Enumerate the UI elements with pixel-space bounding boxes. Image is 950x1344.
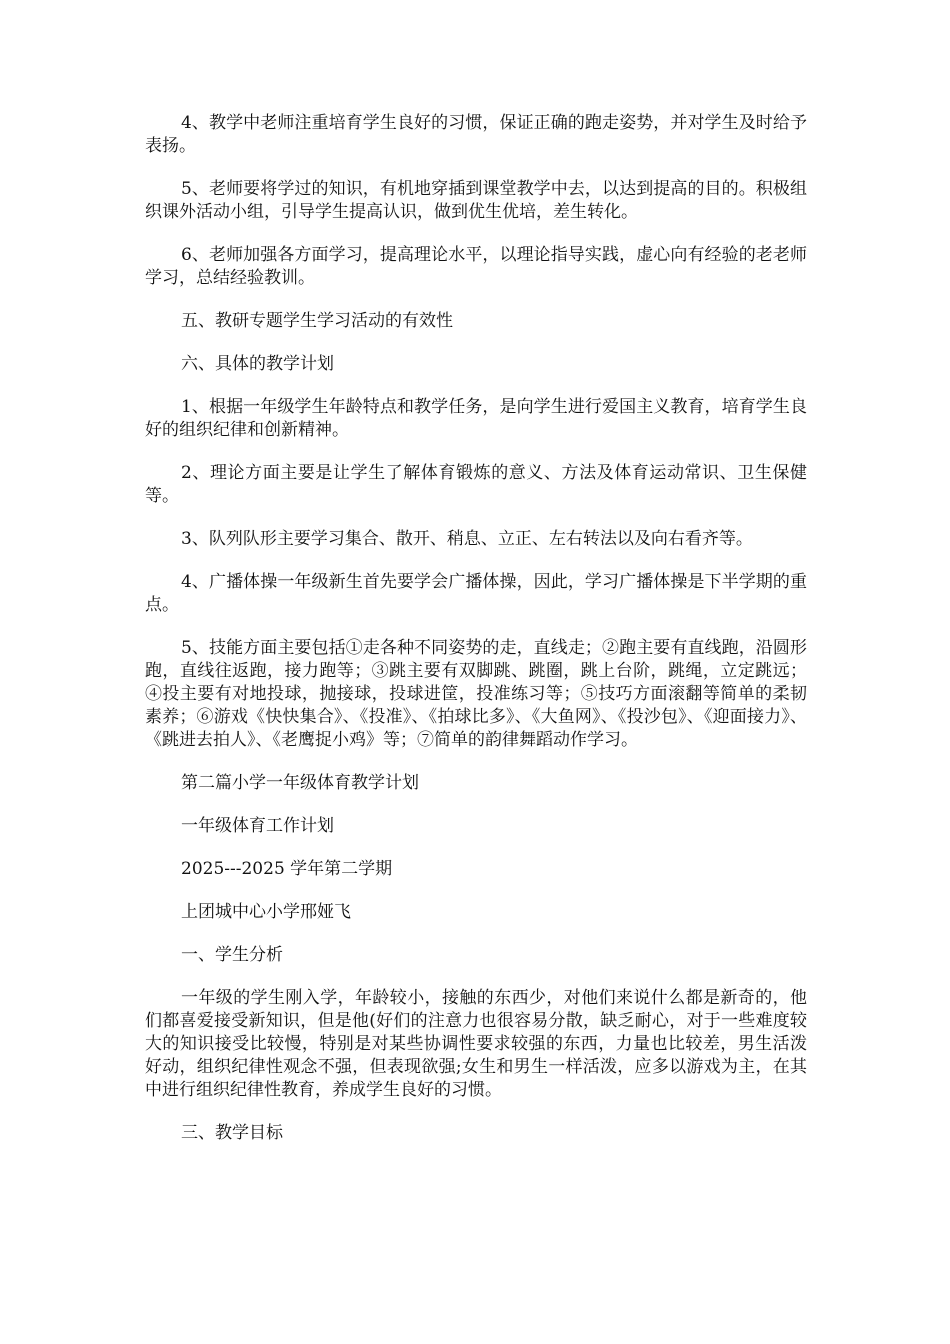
section-heading-research: 五、教研专题学生学习活动的有效性 xyxy=(181,311,453,331)
paragraph-plan-5: 5、技能方面主要包括①走各种不同姿势的走，直线走；②跑主要有直线跑，沿圆形跑，直线往返跑，接力跑等；③跳主要有双脚跳、跳圈，跳上台阶，跳绳，立定跳远；④投主要有对地投球，抛接球，投球进筐，投准练习等；⑤技巧方面滚翻等简单的柔韧素养；⑥游戏《快快集合》、《投准》、《拍球比多》、《大鱼网》、《投沙包》、《迎面接力》、《跳进去拍人》、《老鹰捉小鸡》等；⑦简单的韵律舞蹈动作学习。 xyxy=(145,638,807,750)
paragraph-habits: 4、教学中老师注重培育学生良好的习惯，保证正确的跑走姿势，并对学生及时给予表扬。 xyxy=(145,113,807,156)
document-body xyxy=(145,112,807,1165)
author-line: 上团城中心小学邢娅飞 xyxy=(181,902,351,922)
paragraph-student-analysis: 一年级的学生刚入学，年龄较小，接触的东西少，对他们来说什么都是新奇的，他们都喜爱接受新知识，但是他(好们的注意力也很容易分散，缺乏耐心，对于一些难度较大的知识接受比较慢，特别是对某些协调性要求较强的东西，力量也比较差，男生活泼好动，组织纪律性观念不强，但表现欲强;女生和男生一样活泼，应多以游戏为主，在其中进行组织纪律性教育，养成学生良好的习惯。 xyxy=(145,988,807,1100)
paragraph-plan-2: 2、理论方面主要是让学生了解体育锻炼的意义、方法及体育运动常识、卫生保健等。 xyxy=(145,463,807,506)
paragraph-teacher-study: 6、老师加强各方面学习，提高理论水平，以理论指导实践，虚心向有经验的老老师学习，总结经验教训。 xyxy=(145,245,807,288)
paragraph-plan-4: 4、广播体操一年级新生首先要学会广播体操，因此，学习广播体操是下半学期的重点。 xyxy=(145,572,807,615)
paragraph-knowledge: 5、老师要将学过的知识，有机地穿插到课堂教学中去，以达到提高的目的。积极组织课外活动小组，引导学生提高认识，做到优生优培，差生转化。 xyxy=(145,179,807,222)
paragraph-plan-1: 1、根据一年级学生年龄特点和教学任务，是向学生进行爱国主义教育，培育学生良好的组织纪律和创新精神。 xyxy=(145,397,807,440)
chapter-title: 第二篇小学一年级体育教学计划 xyxy=(181,773,419,793)
semester-line: 2025---2025 学年第二学期 xyxy=(181,859,393,879)
work-plan-title: 一年级体育工作计划 xyxy=(181,816,334,836)
paragraph-plan-3: 3、队列队形主要学习集合、散开、稍息、立正、左右转法以及向右看齐等。 xyxy=(181,529,753,549)
section-heading-plan: 六、具体的教学计划 xyxy=(181,354,334,374)
section-heading-goals: 三、教学目标 xyxy=(181,1123,283,1143)
section-heading-students: 一、学生分析 xyxy=(181,945,283,965)
